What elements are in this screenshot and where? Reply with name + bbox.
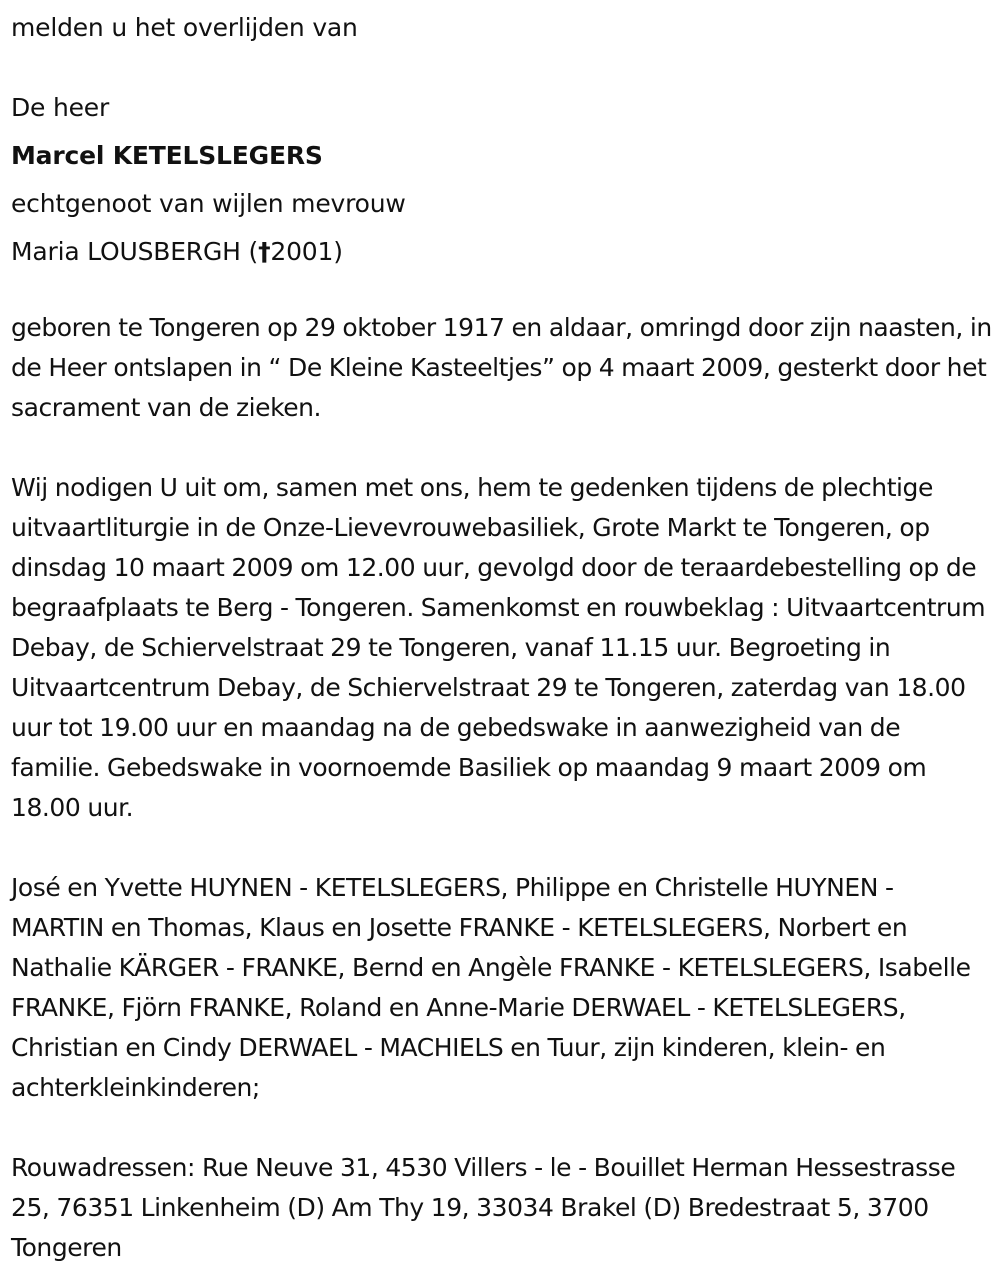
funeral-paragraph: Wij nodigen U uit om, samen met ons, hem te gedenken tijdens de plechtige uitvaartliturgie in de Onze-Lievevrouwebasiliek, Grote Markt te Tongeren, op dinsdag 10 maart 2009 om 12.00 uur, gevolgd door de teraardebestelling op de begraafplaats te Berg - Tongeren. Samenkomst en rouwbeklag : Uitvaartcentrum Debay, de Schiervelstraat 29 te Tongeren, vanaf 11.15 uur. Begroeting in Uitvaartcentrum Debay, de Schiervelstraat 29 te Tongeren, zaterdag van 18.00 uur tot 19.00 uur en maandag na de gebedswake in aanwezigheid van de familie. Gebedswake in voornoemde Basiliek op maandag 9 maart 2009 om 18.00 uur. — [11, 473, 986, 822]
spacer — [11, 428, 1000, 468]
spouse-name: Maria LOUSBERGH ( — [11, 237, 259, 266]
spacer — [11, 828, 1000, 868]
honorific: De heer — [11, 93, 110, 122]
deceased-name: Marcel KETELSLEGERS — [11, 141, 323, 170]
spacer — [11, 1108, 1000, 1148]
spacer — [11, 52, 1000, 84]
family-paragraph: José en Yvette HUYNEN - KETELSLEGERS, Philippe en Christelle HUYNEN - MARTIN en Thomas, Klaus en Josette FRANKE - KETELSLEGERS, Norbert en Nathalie KÄRGER - FRANKE, Bernd en Angèle FRANKE - KETELSLEGERS, Isabelle FRANKE, Fjörn FRANKE, Roland en Anne-Marie DERWAEL - KETELSLEGERS, Christian en Cindy DERWAEL - MACHIELS en Tuur, zijn kinderen, klein- en achterkleinkinderen; — [11, 873, 971, 1102]
addresses-paragraph: Rouwadressen: Rue Neuve 31, 4530 Villers - le - Bouillet Herman Hessestrasse 25, 76351 Linkenheim (D) Am Thy 19, 33034 Brakel (D) Bredestraat 5, 3700 Tongeren — [11, 1153, 956, 1262]
spouse-line — [11, 228, 1000, 276]
birth-death-paragraph: geboren te Tongeren op 29 oktober 1917 en aldaar, omringd door zijn naasten, in de Heer ontslapen in “ De Kleine Kasteeltjes” op 4 maart 2009, gesterkt door het sacrament van de zieken. — [11, 313, 992, 422]
intro-text: melden u het overlijden van — [11, 13, 358, 42]
spouse-death-year: 2001) — [270, 237, 343, 266]
spacer — [11, 276, 1000, 308]
cross-icon: † — [258, 237, 271, 266]
spouse-intro: echtgenoot van wijlen mevrouw — [11, 189, 406, 218]
